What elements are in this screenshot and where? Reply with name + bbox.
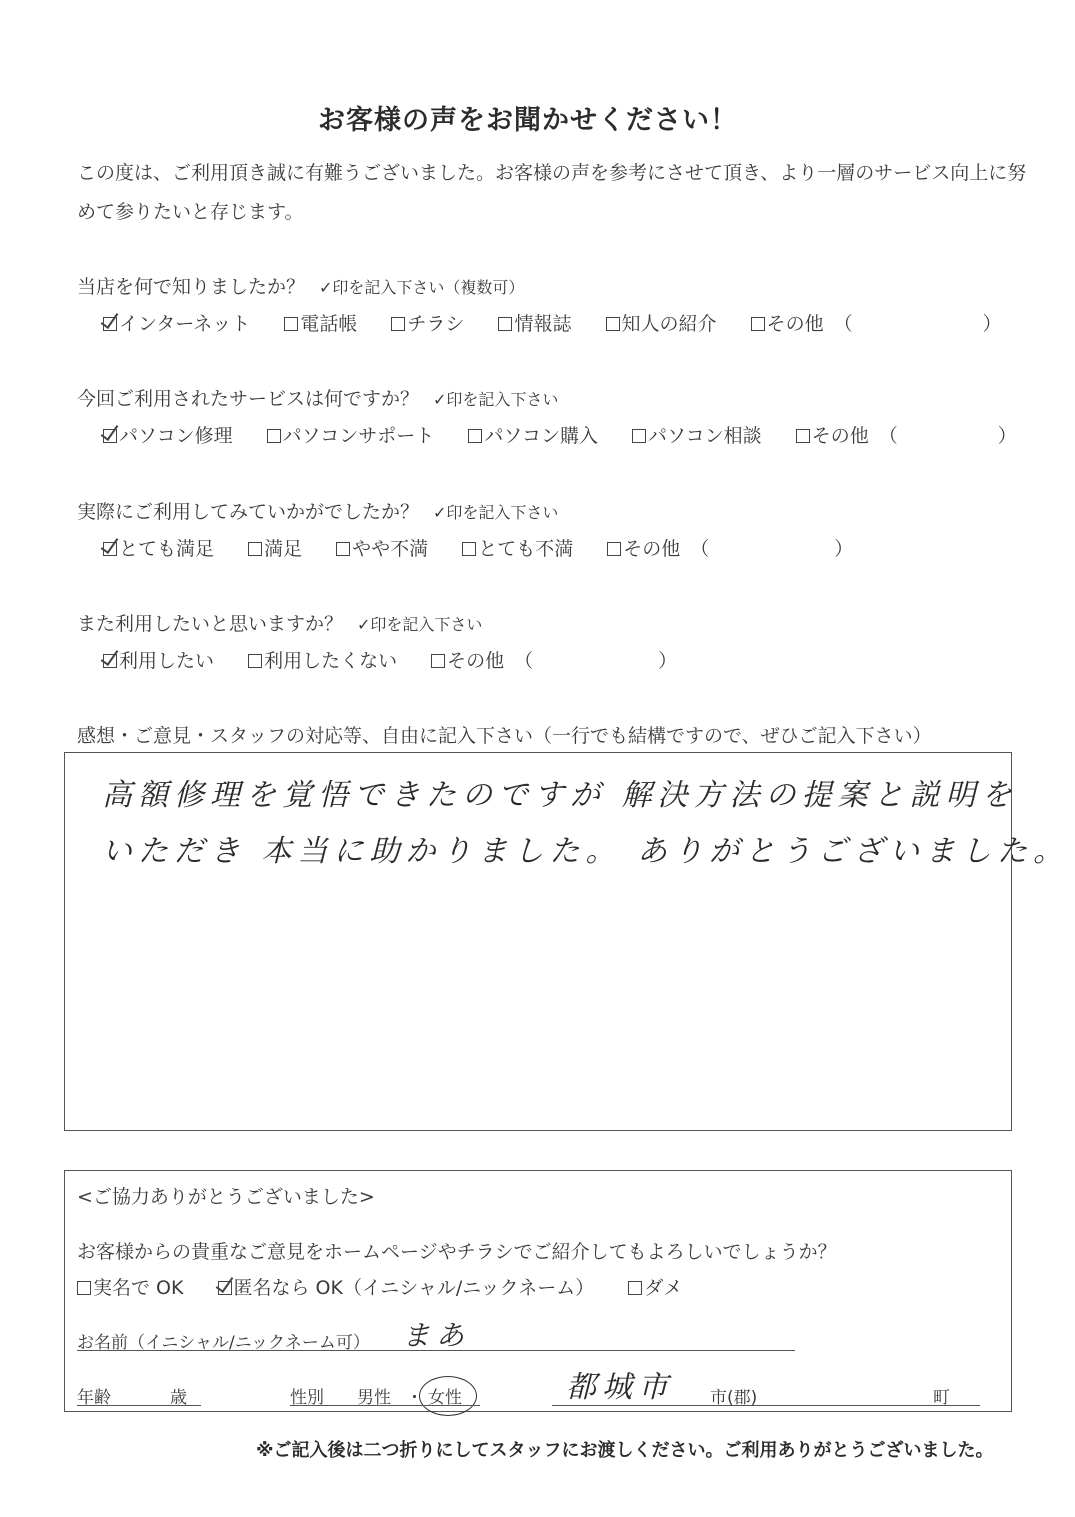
consent-option-real-name[interactable]: 実名で OK bbox=[77, 1273, 183, 1300]
q4-option-other[interactable]: その他 （ ） bbox=[431, 646, 677, 673]
selection-circle bbox=[419, 1376, 477, 1416]
q1-options bbox=[103, 309, 1030, 336]
q2-question: 今回ご利用されたサービスは何ですか？ bbox=[77, 388, 420, 410]
checkbox-icon[interactable] bbox=[468, 429, 482, 443]
checkbox-icon[interactable] bbox=[77, 1281, 91, 1295]
checkbox-icon[interactable] bbox=[267, 429, 281, 443]
intro-line-1: この度は、ご利用頂き誠に有難うございました。お客様の声を参考にさせて頂き、より一層のサービス向上に努 bbox=[77, 162, 1027, 184]
gender-female[interactable]: 女性 bbox=[428, 1388, 462, 1408]
q2-question-row bbox=[77, 384, 558, 411]
q3-options bbox=[103, 534, 881, 561]
comment-line-1: 高額修理を覚悟できたのですが 解決方法の提案と説明を bbox=[102, 778, 1018, 813]
city-value: 都城市 bbox=[566, 1370, 674, 1405]
q3-option-satisfied[interactable]: 満足 bbox=[248, 534, 302, 561]
q2-option-consult[interactable]: パソコン相談 bbox=[632, 421, 762, 448]
checkbox-icon[interactable] bbox=[248, 542, 262, 556]
gender-male[interactable]: 男性 bbox=[357, 1388, 391, 1408]
intro-line-2: めて参りたいと存じます。 bbox=[77, 201, 304, 223]
name-label: お名前（イニシャル/ニックネーム可） bbox=[77, 1333, 370, 1353]
checkbox-icon[interactable] bbox=[248, 654, 262, 668]
consent-question: お客様からの貴重なご意見をホームページやチラシでご紹介してもよろしいでしょうか？ bbox=[77, 1241, 837, 1263]
q4-question-row bbox=[77, 609, 482, 636]
q4-option-yes[interactable]: 利用したい bbox=[103, 646, 214, 673]
name-underline bbox=[77, 1350, 795, 1351]
q4-question: また利用したいと思いますか？ bbox=[77, 613, 344, 635]
q1-option-magazine[interactable]: 情報誌 bbox=[498, 309, 571, 336]
q4-options bbox=[103, 646, 705, 673]
q2-option-repair[interactable]: パソコン修理 bbox=[103, 421, 233, 448]
q3-option-dissatisfied[interactable]: やや不満 bbox=[336, 534, 428, 561]
town-label: 町 bbox=[933, 1388, 950, 1408]
q1-question-row bbox=[77, 272, 524, 299]
q4-hint: ✓印を記入下さい bbox=[357, 615, 483, 634]
age-underline bbox=[77, 1405, 201, 1406]
gender-separator: ・ bbox=[406, 1388, 423, 1408]
checkbox-icon[interactable] bbox=[632, 429, 646, 443]
q2-option-purchase[interactable]: パソコン購入 bbox=[468, 421, 598, 448]
q3-hint: ✓印を記入下さい bbox=[433, 503, 559, 522]
checkbox-icon[interactable] bbox=[391, 317, 405, 331]
city-label: 市(郡) bbox=[710, 1388, 758, 1408]
comments-prompt: 感想・ご意見・スタッフの対応等、自由に記入下さい（一行でも結構ですので、ぜひご記入下さい） bbox=[77, 725, 932, 747]
checkbox-checked-icon[interactable] bbox=[218, 1281, 232, 1295]
checkbox-icon[interactable] bbox=[462, 542, 476, 556]
checkbox-icon[interactable] bbox=[284, 317, 298, 331]
checkbox-icon[interactable] bbox=[498, 317, 512, 331]
q3-option-other[interactable]: その他 （ ） bbox=[607, 534, 853, 561]
consent-thanks: <ご協力ありがとうございました> bbox=[77, 1186, 375, 1208]
q1-option-referral[interactable]: 知人の紹介 bbox=[606, 309, 717, 336]
q2-option-other[interactable]: その他 （ ） bbox=[796, 421, 1017, 448]
checkbox-checked-icon[interactable] bbox=[103, 542, 117, 556]
q2-hint: ✓印を記入下さい bbox=[433, 390, 559, 409]
checkbox-checked-icon[interactable] bbox=[103, 317, 117, 331]
address-underline bbox=[552, 1405, 980, 1406]
q2-options bbox=[103, 421, 1045, 448]
q4-option-no[interactable]: 利用したくない bbox=[248, 646, 397, 673]
page-title: お客様の声をお聞かせください！ bbox=[318, 105, 738, 136]
checkbox-checked-icon[interactable] bbox=[103, 429, 117, 443]
q3-question-row bbox=[77, 497, 558, 524]
q3-option-very-satisfied[interactable]: とても満足 bbox=[103, 534, 214, 561]
q1-hint: ✓印を記入下さい（複数可） bbox=[319, 278, 525, 297]
name-value: まあ bbox=[402, 1319, 471, 1352]
checkbox-icon[interactable] bbox=[607, 542, 621, 556]
checkbox-checked-icon[interactable] bbox=[103, 654, 117, 668]
checkbox-icon[interactable] bbox=[751, 317, 765, 331]
q1-option-flyer[interactable]: チラシ bbox=[391, 309, 464, 336]
comment-line-2: いただき 本当に助かりました。 ありがとうございました。 bbox=[102, 834, 1070, 869]
q3-question: 実際にご利用してみていかがでしたか？ bbox=[77, 501, 420, 523]
q1-option-other[interactable]: その他 （ ） bbox=[751, 309, 1002, 336]
q1-option-internet[interactable]: インターネット bbox=[103, 309, 250, 336]
q1-question: 当店を何で知りましたか？ bbox=[77, 276, 306, 298]
consent-options bbox=[77, 1273, 710, 1300]
gender-label: 性別 bbox=[290, 1388, 324, 1408]
footer-note: ※ご記入後は二つ折りにしてスタッフにお渡しください。ご利用ありがとうございました。 bbox=[256, 1440, 994, 1461]
checkbox-icon[interactable] bbox=[336, 542, 350, 556]
q3-option-very-dissatisfied[interactable]: とても不満 bbox=[462, 534, 573, 561]
consent-option-no[interactable]: ダメ bbox=[628, 1273, 682, 1300]
age-label: 年齢 bbox=[77, 1388, 111, 1408]
checkbox-icon[interactable] bbox=[796, 429, 810, 443]
q2-option-support[interactable]: パソコンサポート bbox=[267, 421, 435, 448]
checkbox-icon[interactable] bbox=[628, 1281, 642, 1295]
age-unit: 歳 bbox=[170, 1388, 187, 1408]
consent-option-anonymous[interactable]: 匿名なら OK（イニシャル/ニックネーム） bbox=[218, 1273, 595, 1300]
q1-option-phonebook[interactable]: 電話帳 bbox=[284, 309, 357, 336]
checkbox-icon[interactable] bbox=[431, 654, 445, 668]
checkbox-icon[interactable] bbox=[606, 317, 620, 331]
gender-underline bbox=[290, 1405, 480, 1406]
